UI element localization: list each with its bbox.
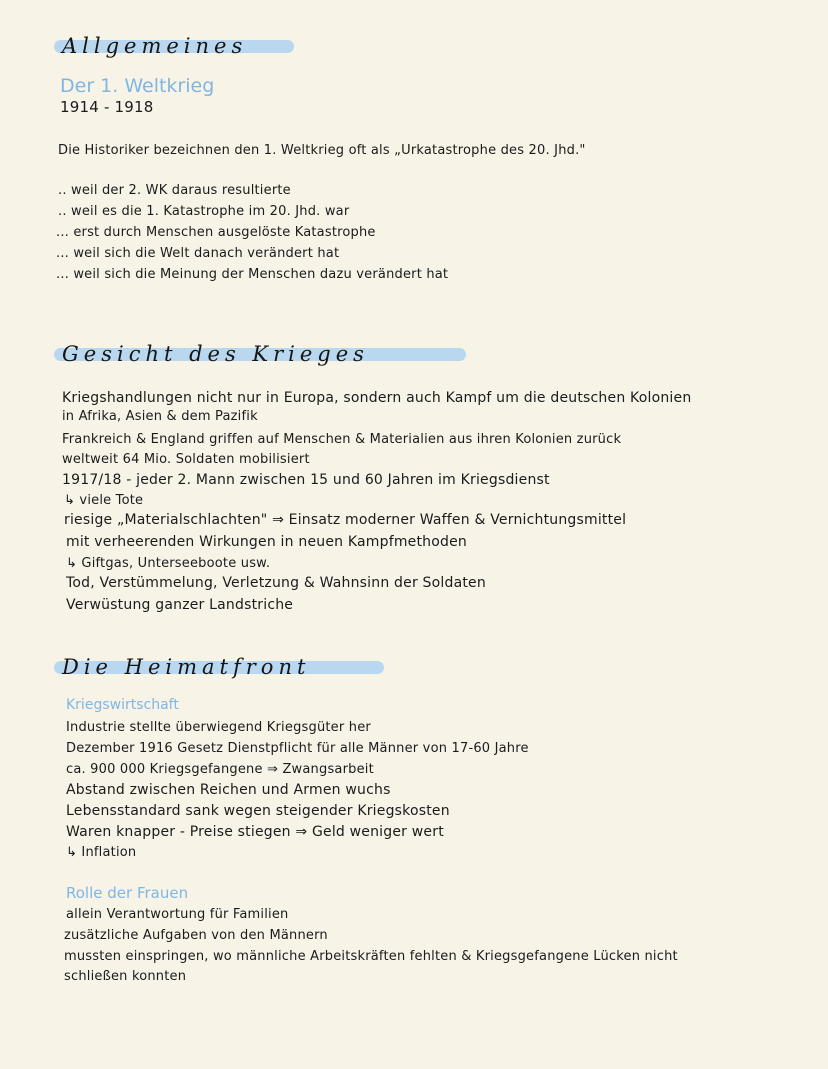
kriegswirtschaft-line: ↳ Inflation — [66, 845, 137, 860]
heading-allgemeines — [54, 34, 294, 58]
heading-text: Die Heimatfront — [62, 655, 311, 679]
heading-text: Allgemeines — [62, 34, 248, 58]
gesicht-line: ↳ Giftgas, Unterseeboote usw. — [66, 556, 271, 571]
kriegswirtschaft-line: Lebensstandard sank wegen steigender Kriegskosten — [66, 803, 450, 819]
heading-heimatfront — [54, 655, 384, 679]
frauen-line: zusätzliche Aufgaben von den Männern — [64, 928, 328, 943]
kriegswirtschaft-line: ca. 900 000 Kriegsgefangene ⇒ Zwangsarbeit — [66, 762, 374, 777]
years: 1914 - 1918 — [60, 98, 154, 116]
intro-text: Die Historiker bezeichnen den 1. Weltkrieg oft als „Urkatastrophe des 20. Jhd." — [58, 143, 586, 158]
gesicht-line: Kriegshandlungen nicht nur in Europa, sondern auch Kampf um die deutschen Kolonien — [62, 390, 692, 406]
reason-item: ... weil sich die Welt danach verändert hat — [56, 246, 340, 261]
gesicht-line: mit verheerenden Wirkungen in neuen Kampfmethoden — [66, 534, 467, 550]
kriegswirtschaft-line: Waren knapper - Preise stiegen ⇒ Geld weniger wert — [66, 824, 444, 840]
kriegswirtschaft-line: Dezember 1916 Gesetz Dienstpflicht für alle Männer von 17-60 Jahre — [66, 741, 529, 756]
reason-item: ... erst durch Menschen ausgelöste Katastrophe — [56, 225, 376, 240]
heading-gesicht-des-krieges — [54, 342, 466, 366]
gesicht-line: 1917/18 - jeder 2. Mann zwischen 15 und 60 Jahren im Kriegsdienst — [62, 472, 550, 488]
heading-text: Gesicht des Krieges — [62, 342, 369, 366]
reason-item: ... weil sich die Meinung der Menschen dazu verändert hat — [56, 267, 449, 282]
frauen-line: allein Verantwortung für Familien — [66, 907, 289, 922]
subtitle-rolle-der-frauen: Rolle der Frauen — [66, 884, 189, 902]
gesicht-line: weltweit 64 Mio. Soldaten mobilisiert — [62, 452, 310, 467]
reason-item: .. weil es die 1. Katastrophe im 20. Jhd. war — [58, 204, 350, 219]
gesicht-line: riesige „Materialschlachten" ⇒ Einsatz moderner Waffen & Vernichtungsmittel — [64, 512, 627, 528]
kriegswirtschaft-line: Industrie stellte überwiegend Kriegsgüter her — [66, 720, 371, 735]
gesicht-line: Frankreich & England griffen auf Menschen & Materialien aus ihren Kolonien zurück — [62, 432, 622, 447]
reason-item: .. weil der 2. WK daraus resultierte — [58, 183, 291, 198]
frauen-line: mussten einspringen, wo männliche Arbeitskräften fehlten & Kriegsgefangene Lücken nicht — [64, 949, 678, 964]
gesicht-line: Tod, Verstümmelung, Verletzung & Wahnsinn der Soldaten — [66, 575, 486, 591]
kriegswirtschaft-line: Abstand zwischen Reichen und Armen wuchs — [66, 782, 391, 798]
subtitle-weltkrieg: Der 1. Weltkrieg — [60, 75, 215, 97]
subtitle-kriegswirtschaft: Kriegswirtschaft — [66, 697, 179, 713]
gesicht-line: in Afrika, Asien & dem Pazifik — [62, 409, 258, 424]
gesicht-line: Verwüstung ganzer Landstriche — [66, 597, 294, 613]
frauen-line: schließen konnten — [64, 969, 187, 984]
gesicht-line: ↳ viele Tote — [64, 493, 144, 508]
